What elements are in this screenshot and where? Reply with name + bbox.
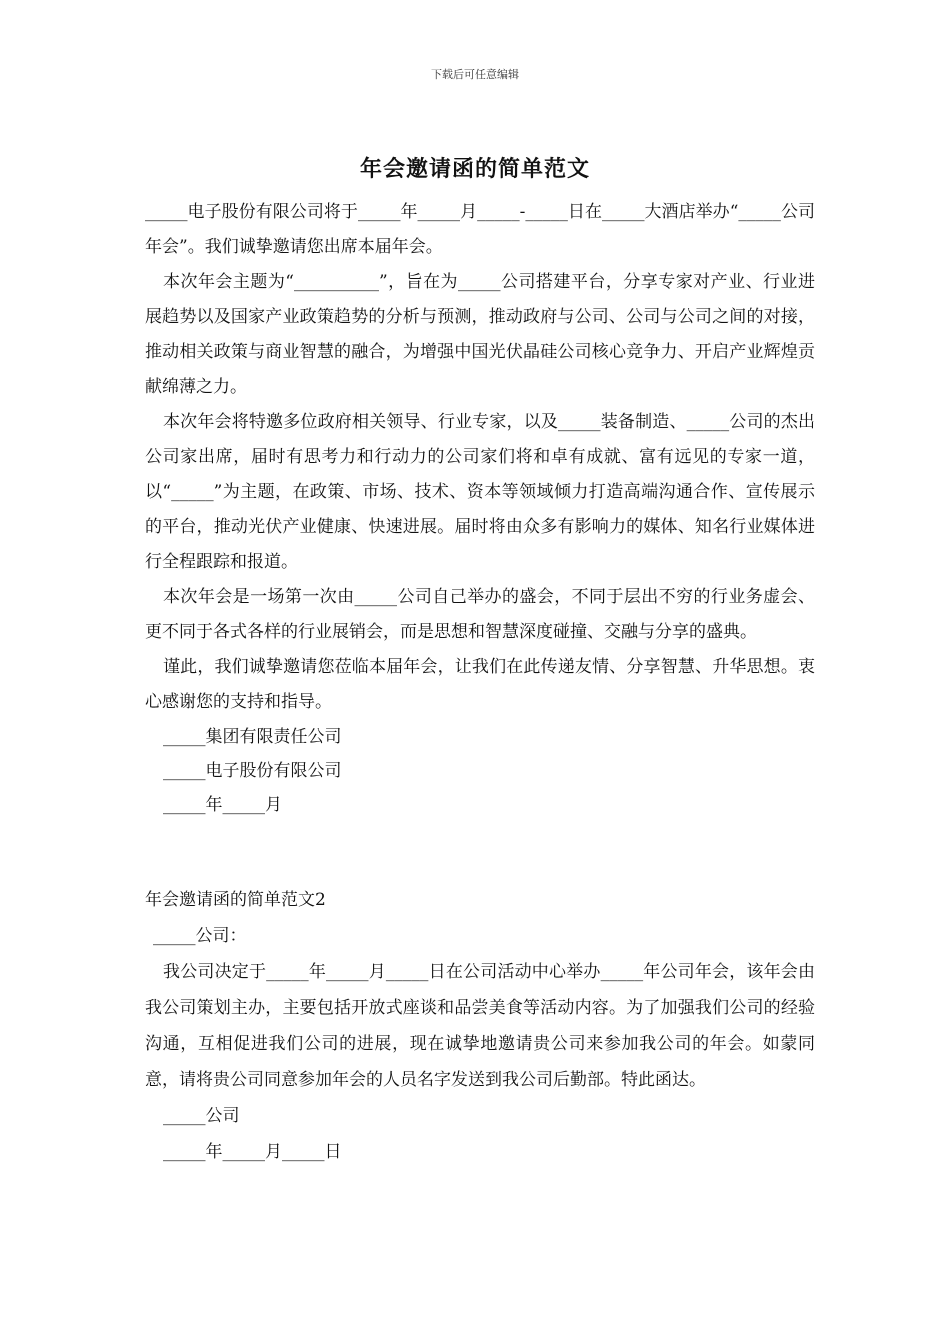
- signature-line: _____电子股份有限公司: [163, 761, 342, 781]
- paragraph: 本次年会是一场第一次由_____公司自己举办的盛会，不同于层出不穷的行业务虚会、更不同于各式各样的行业展销会，而是思想和智慧深度碰撞、交融与分享的盛典。: [145, 587, 815, 642]
- signature-line: _____集团有限责任公司: [163, 727, 342, 747]
- signature-date: _____年_____月_____日: [163, 1142, 342, 1162]
- section-2: [145, 882, 815, 1170]
- paragraph: 谨此，我们诚挚邀请您莅临本届年会，让我们在此传递友情、分享智慧、升华思想。衷心感谢您的支持和指导。: [145, 657, 815, 712]
- invitation-body: [145, 195, 815, 822]
- paragraph: 本次年会将特邀多位政府相关领导、行业专家，以及_____装备制造、_____公司的杰出公司家出席，届时有思考力和行动力的公司家们将和卓有成就、富有远见的专家一道，以“_____”为主题，在政策、市场、技术、资本等领域倾力打造高端沟通合作、宣传展示的平台，推动光伏产业健康、快速进展。届时将由众多有影响力的媒体、知名行业媒体进行全程跟踪和报道。: [145, 412, 815, 572]
- section-2-title: 年会邀请函的简单范文2: [145, 890, 326, 910]
- paragraph: 我公司决定于_____年_____月_____日在公司活动中心举办_____年公司年会，该年会由我公司策划主办，主要包括开放式座谈和品尝美食等活动内容。为了加强我们公司的经验沟通，互相促进我们公司的进展，现在诚挚地邀请贵公司来参加我公司的年会。如蒙同意，请将贵公司同意参加年会的人员名字发送到我公司后勤部。特此函达。: [145, 962, 815, 1090]
- paragraph: _____电子股份有限公司将于_____年_____月_____-_____日在_____大酒店举办“_____公司年会”。我们诚挚邀请您出席本届年会。: [145, 202, 815, 257]
- paragraph: 本次年会主题为“__________”，旨在为_____公司搭建平台，分享专家对产业、行业进展趋势以及国家产业政策趋势的分析与预测，推动政府与公司、公司与公司之间的对接，推动相关政策与商业智慧的融合，为增强中国光伏晶硅公司核心竞争力、开启产业辉煌贡献绵薄之力。: [145, 272, 815, 397]
- header-note: 下载后可任意编辑: [431, 68, 519, 81]
- salutation: _____公司：: [153, 926, 247, 946]
- document-title: 年会邀请函的简单范文: [359, 156, 590, 182]
- signature-date: _____年_____月: [163, 795, 282, 815]
- signature-line: _____公司: [163, 1106, 240, 1126]
